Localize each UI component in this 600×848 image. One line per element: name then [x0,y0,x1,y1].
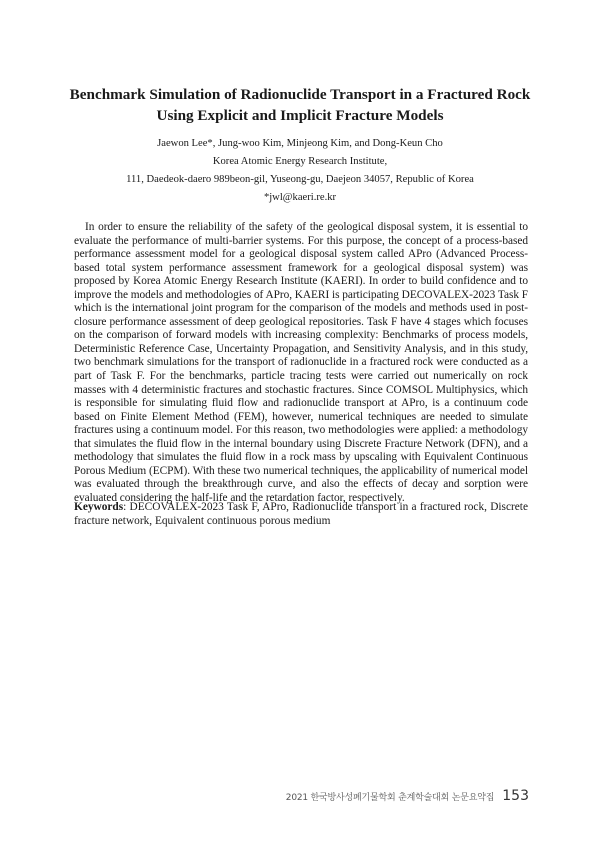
proceedings-title: 2021 한국방사성폐기물학회 춘계학술대회 논문요약집 [285,793,495,803]
corresponding-email: *jwl@kaeri.re.kr [263,192,337,203]
affiliation: Korea Atomic Energy Research Institute, [212,156,388,167]
page-number: 153 [502,788,529,804]
page-footer [286,788,529,804]
author-list: Jaewon Lee*, Jung-woo Kim, Minjeong Kim, and Dong-Keun Cho [157,138,443,149]
keywords-label: Keywords [74,501,124,513]
keywords [74,501,528,528]
paper-title: Benchmark Simulation of Radionuclide Transport in a Fractured Rock Using Explicit and Implicit Fracture Models [69,86,531,124]
address: 111, Daedeok-daero 989beon-gil, Yuseong-gu, Daejeon 34057, Republic of Korea [126,174,474,185]
keywords-text: : DECOVALEX-2023 Task F, APro, Radionuclide transport in a fractured rock, Discrete fracture network, Equivalent continuous porous medium [74,501,528,527]
abstract-body: In order to ensure the reliability of the safety of the geological disposal system, it is essential to evaluate the performance of multi-barrier systems. For this purpose, the concept of a process-based performance assessment model for a geological disposal system called APro (Advanced Process-based total system performance assessment framework for a geological disposal system) was proposed by Korea Atomic Energy Research Institute (KAERI). In order to build confidence and to improve the models and methodologies of APro, KAERI is participating DECOVALEX-2023 Task F which is the international joint program for the comparison of the models and methods used in post-closure performance assessment of deep geological repositories. Task F have 4 stages which focuses on the comparison of forward models with increasing complexity: Benchmarks of process models, Deterministic Reference Case, Uncertainty Propagation, and Sensitivity Analysis, and in this study, two benchmark simulations for the transport of radionuclide in a fractured rock were conducted as a part of Task F. For the benchmarks, particle tracing tests were carried out numerically on rock masses with 4 deterministic fractures and stochastic fractures. Since COMSOL Multiphysics, which is responsible for simulating fluid flow and radionuclide transport at APro, is a continuum code based on Finite Element Method (FEM), however, numerical techniques are needed to simulate fractures using a continuum model. For this reason, two methodologies were applied: a methodology that simulates the fluid flow in the internal boundary using Discrete Fracture Network (DFN), and a methodology that simulates the fluid flow in a rock mass by upscaling with Equivalent Continuous Porous Medium (ECPM). With these two numerical techniques, the applicability of numerical model was evaluated through the breakthrough curve, and also the effects of decay and sorption were evaluated considering the half-life and the retardation factor, respectively. [74,221,528,504]
